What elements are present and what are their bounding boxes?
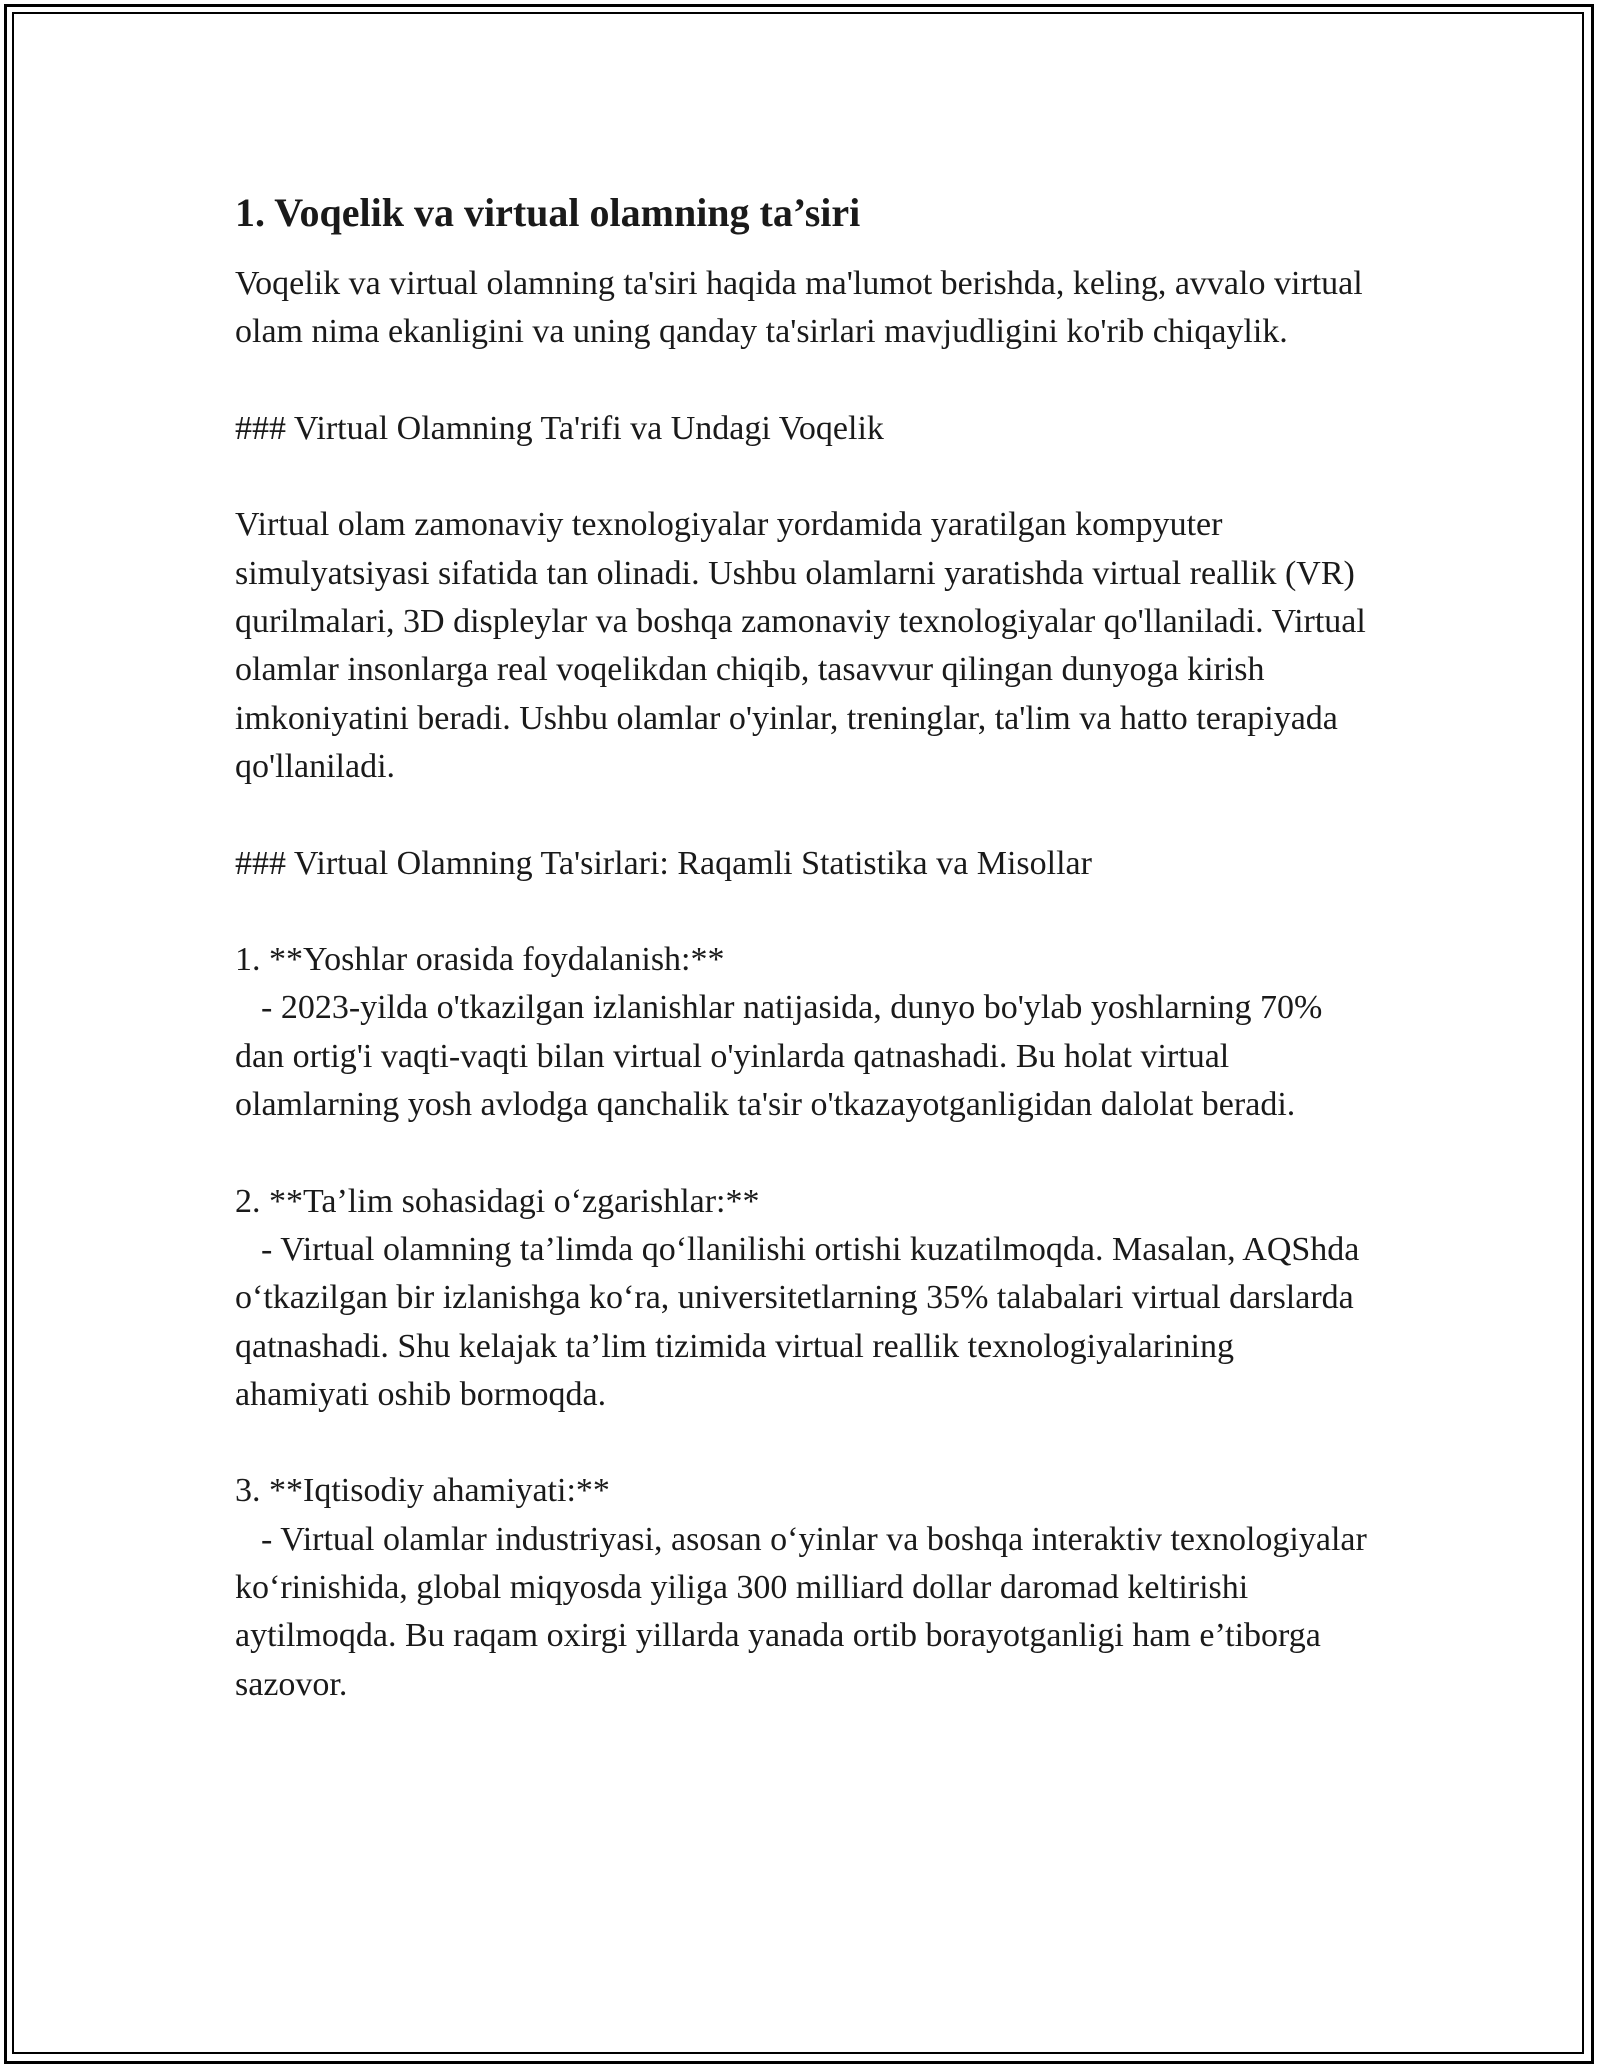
- document-body: [235, 184, 1375, 1709]
- list-item-body: [235, 1516, 1375, 1709]
- list-item: [235, 1467, 1375, 1708]
- section-heading-definition: ### Virtual Olamning Ta'rifi va Undagi Voqelik: [235, 409, 884, 447]
- list-item-title: 3. **Iqtisodiy ahamiyati:**: [235, 1472, 610, 1510]
- spacer: [235, 1419, 1375, 1467]
- spacer: [235, 888, 1375, 936]
- spacer: [235, 453, 1375, 501]
- list-item-body-text: - 2023-yilda o'tkazilgan izlanishlar natijasida, dunyo bo'ylab yoshlarning 70% dan ortig'i vaqti-vaqti bilan virtual o'yinlarda qatnashadi. Bu holat virtual olamlarning yosh avlodga qanchalik ta'sir o'tkazayotganligidan dalolat beradi.: [235, 989, 1331, 1124]
- list-item-title: 2. **Ta’lim sohasidagi o‘zgarishlar:**: [235, 1182, 760, 1220]
- list-item-body-text: - Virtual olamlar industriyasi, asosan o‘yinlar va boshqa interaktiv texnologiyalar ko‘rinishida, global miqyosda yiliga 300 milliard dollar daromad keltirishi aytilmoqda. Bu raqam oxirgi yillarda yanada ortib borayotganligi ham e’tiborga sazovor.: [235, 1520, 1376, 1703]
- list-item-title: 1. **Yoshlar orasida foydalanish:**: [235, 941, 725, 979]
- list-item-body-text: - Virtual olamning ta’limda qo‘llanilishi ortishi kuzatilmoqda. Masalan, AQShda o‘tkazilgan bir izlanishga ko‘ra, universitetlarning 35% talabalari virtual darslarda qatnashadi. Shu kelajak ta’lim tizimida virtual reallik texnologiyalarining ahamiyati oshib bormoqda.: [235, 1230, 1368, 1413]
- spacer: [235, 357, 1375, 405]
- spacer: [235, 791, 1375, 839]
- list-item: [235, 1178, 1375, 1419]
- section-heading-effects: ### Virtual Olamning Ta'sirlari: Raqamli Statistika va Misollar: [235, 844, 1092, 882]
- page-title: 1. Voqelik va virtual olamning ta’siri: [235, 190, 861, 235]
- list-item-body: [235, 984, 1375, 1129]
- list-item: [235, 936, 1375, 1129]
- intro-paragraph: Voqelik va virtual olamning ta'siri haqida ma'lumot berishda, keling, avvalo virtual olam nima ekanligini va uning qanday ta'sirlari mavjudligini ko'rib chiqaylik.: [235, 265, 1372, 351]
- definition-paragraph: Virtual olam zamonaviy texnologiyalar yordamida yaratilgan kompyuter simulyatsiyasi sifatida tan olinadi. Ushbu olamlarni yaratishda virtual reallik (VR) qurilmalari, 3D displeylar va boshqa zamonaviy texnologiyalar qo'llaniladi. Virtual olamlar insonlarga real voqelikdan chiqib, tasavvur qilingan dunyoga kirish imkoniyatini beradi. Ushbu olamlar o'yinlar, treninglar, ta'lim va hatto terapiyada qo'llaniladi.: [235, 506, 1375, 785]
- spacer: [235, 1129, 1375, 1177]
- list-item-body: [235, 1226, 1375, 1419]
